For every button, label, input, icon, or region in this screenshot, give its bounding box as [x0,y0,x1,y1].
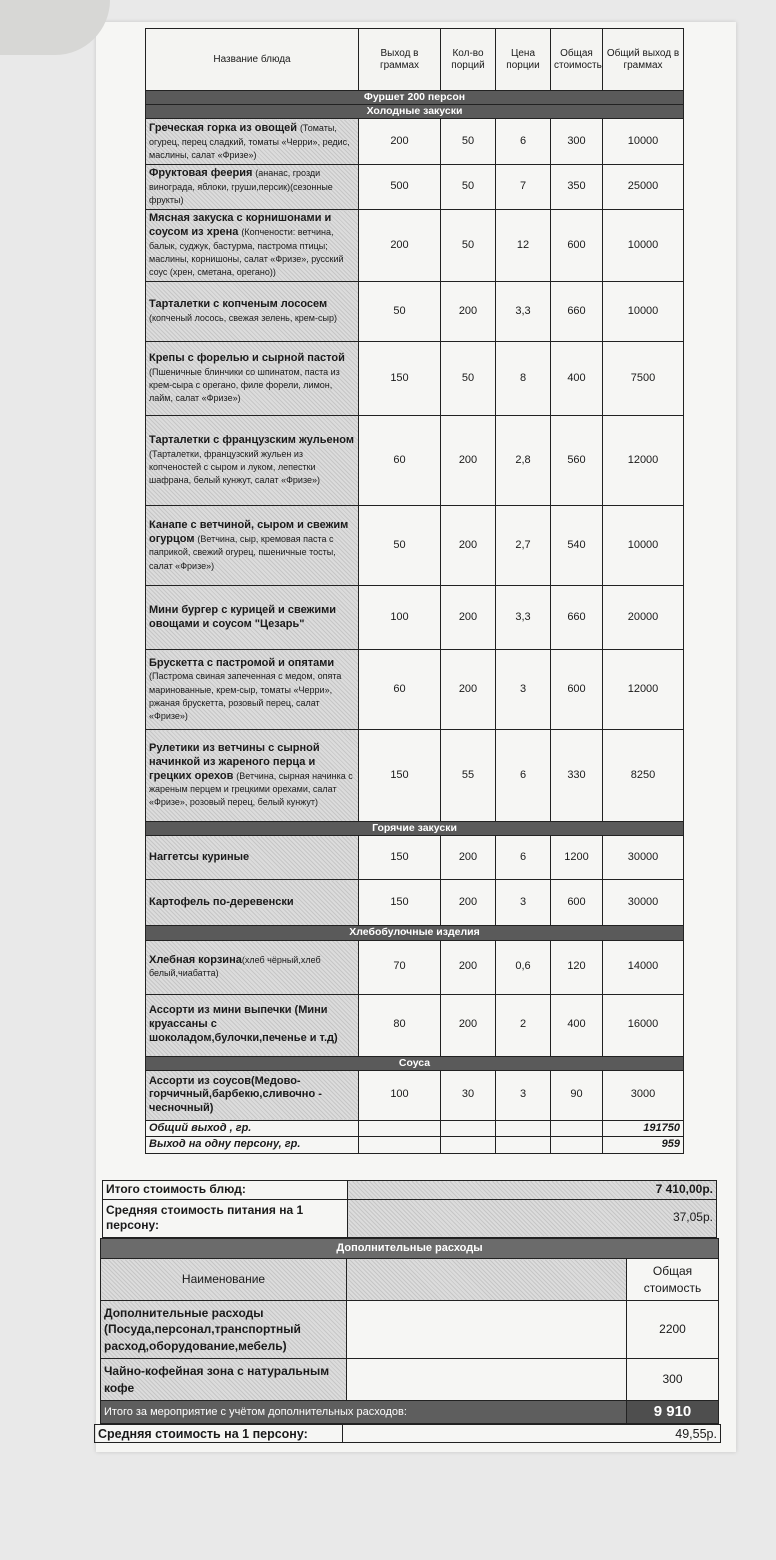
table-row: Хлебная корзина(хлеб чёрный,хлеб белый,чиабатта) 70 200 0,6 120 14000 [146,940,684,994]
dish-cell: Брускетта с пастромой и опятами (Пастрома свиная запеченная с медом, опята маринованные, крем-сыр, томаты «Черри», ржаная брускетта, розовый перец, салат «Фризе») [146,650,359,730]
section-hot: Горячие закуски [146,822,684,836]
dish-cell: Тарталетки с французским жульеном (Тарталетки, французский жульен из копченостей с сыром и луком, лепестки шафрана, белый кунжут, салат «Фризе») [146,416,359,506]
col-header-total-weight: Общий выход в граммах [603,29,684,91]
col-header-name: Название блюда [146,29,359,91]
dish-cell: Хлебная корзина(хлеб чёрный,хлеб белый,чиабатта) [146,940,359,994]
col-header-weight: Выход в граммах [359,29,441,91]
extras-col-cost: Общая стоимость [627,1259,719,1301]
dish-cell: Ассорти из мини выпечки (Мини круассаны с шоколадом,булочки,печенье и т.д) [146,994,359,1056]
table-row: Крепы с форелью и сырной пастой (Пшеничные блинчики со шпинатом, паста из крем-сыра с орегано, филе форели, лимон, лайм, салат «Фризе») 150 50 8 400 7500 [146,342,684,416]
extras-col-name: Наименование [101,1259,347,1301]
dish-cell: Канапе с ветчиной, сыром и свежим огурцом (Ветчина, сыр, кремовая паста с паприкой, свежий огурец, пшеничные тосты, салат «Фризе») [146,506,359,586]
dish-cell: Картофель по-деревенски [146,880,359,926]
table-row: Тарталетки с французским жульеном (Тарталетки, французский жульен из копченостей с сыром и луком, лепестки шафрана, белый кунжут, салат «Фризе») 60 200 2,8 560 12000 [146,416,684,506]
dishes-cost-label: Итого стоимость блюд: [103,1181,348,1200]
table-row: Мини бургер с курицей и свежими овощами и соусом "Цезарь" 100 200 3,3 660 20000 [146,586,684,650]
dish-cell: Мясная закуска с корнишонами и соусом из хрена (Копчености: ветчина, балык, суджук, бастурма, пастрома птицы; маслины, корнишоны, салат «Фризе», русский соус (хрен, сметана, орегано)) [146,210,359,282]
avg-cost-value: 37,05р. [348,1199,717,1237]
table-row: Греческая горка из овощей (Томаты, огурец, перец сладкий, томаты «Черри», редис, маслины, салат «Фризе») 200 50 6 300 10000 [146,119,684,165]
avg-cost-label: Средняя стоимость питания на 1 персону: [103,1199,348,1237]
per-person-row: Выход на одну персону, гр. 959 [146,1137,684,1154]
dish-cell: Рулетики из ветчины с сырной начинкой из жареного перца и грецких орехов (Ветчина, сырная начинка с жареным перцем и грецкими орехами, салат «Фризе», розовый перец, белый кунжут) [146,730,359,822]
dish-cell: Греческая горка из овощей (Томаты, огурец, перец сладкий, томаты «Черри», редис, маслины, салат «Фризе») [146,119,359,165]
menu-table [145,28,684,1154]
grand-total-value: 9 910 [627,1401,719,1424]
table-row: Дополнительные расходы (Посуда,персонал,транспортный расход,оборудование,мебель) 2200 [101,1301,719,1359]
table-row: Мясная закуска с корнишонами и соусом из хрена (Копчености: ветчина, балык, суджук, бастурма, пастрома птицы; маслины, корнишоны, салат «Фризе», русский соус (хрен, сметана, орегано)) 200 50 12 600 10000 [146,210,684,282]
event-title: Фуршет 200 персон [146,91,684,105]
section-sauce: Соуса [146,1056,684,1070]
table-row: Картофель по-деревенски 150 200 3 600 30000 [146,880,684,926]
dish-cell: Фруктовая феерия (ананас, грозди винограда, яблоки, груши,персик)(сезонные фрукты) [146,165,359,210]
table-row: Ассорти из соусов(Медово-горчичный,барбекю,сливочно - чесночный) 100 30 3 90 3000 [146,1070,684,1120]
dish-cell: Мини бургер с курицей и свежими овощами и соусом "Цезарь" [146,586,359,650]
final-avg-table [94,1424,721,1443]
dishes-cost-value: 7 410,00р. [348,1181,717,1200]
dish-cell: Крепы с форелью и сырной пастой (Пшеничные блинчики со шпинатом, паста из крем-сыра с орегано, филе форели, лимон, лайм, салат «Фризе») [146,342,359,416]
section-bread: Хлебобулочные изделия [146,926,684,940]
grand-total-label: Итого за мероприятие с учётом дополнительных расходов: [101,1401,627,1424]
final-avg-label: Средняя стоимость на 1 персону: [95,1425,343,1443]
final-avg-value: 49,55р. [343,1425,721,1443]
section-cold: Холодные закуски [146,105,684,119]
table-row: Наггетсы куриные 150 200 6 1200 30000 [146,836,684,880]
table-row: Чайно-кофейная зона с натуральным кофе 300 [101,1359,719,1401]
col-header-qty: Кол-во порций [441,29,496,91]
table-row: Брускетта с пастромой и опятами (Пастрома свиная запеченная с медом, опята маринованные, крем-сыр, томаты «Черри», ржаная брускетта, розовый перец, салат «Фризе») 60 200 3 600 12000 [146,650,684,730]
col-header-total-cost: Общая стоимость [551,29,603,91]
table-row: Фруктовая феерия (ананас, грозди винограда, яблоки, груши,персик)(сезонные фрукты) 500 50 7 350 25000 [146,165,684,210]
dish-cell: Тарталетки с копченым лососем (копченый лосось, свежая зелень, крем-сыр) [146,282,359,342]
total-weight-row: Общий выход , гр. 191750 [146,1120,684,1137]
extras-table [100,1238,719,1424]
table-row: Рулетики из ветчины с сырной начинкой из жареного перца и грецких орехов (Ветчина, сырная начинка с жареным перцем и грецкими орехами, салат «Фризе», розовый перец, белый кунжут) 150 55 6 330 8250 [146,730,684,822]
table-row: Тарталетки с копченым лососем (копченый лосось, свежая зелень, крем-сыр) 50 200 3,3 660 10000 [146,282,684,342]
dish-cell: Наггетсы куриные [146,836,359,880]
table-row: Канапе с ветчиной, сыром и свежим огурцом (Ветчина, сыр, кремовая паста с паприкой, свежий огурец, пшеничные тосты, салат «Фризе») 50 200 2,7 540 10000 [146,506,684,586]
dish-cell: Ассорти из соусов(Медово-горчичный,барбекю,сливочно - чесночный) [146,1070,359,1120]
col-header-price: Цена порции [496,29,551,91]
page-corner [0,0,110,55]
cost-summary-table [102,1180,717,1238]
extras-title: Дополнительные расходы [101,1239,719,1259]
table-row: Ассорти из мини выпечки (Мини круассаны с шоколадом,булочки,печенье и т.д) 80 200 2 400 16000 [146,994,684,1056]
